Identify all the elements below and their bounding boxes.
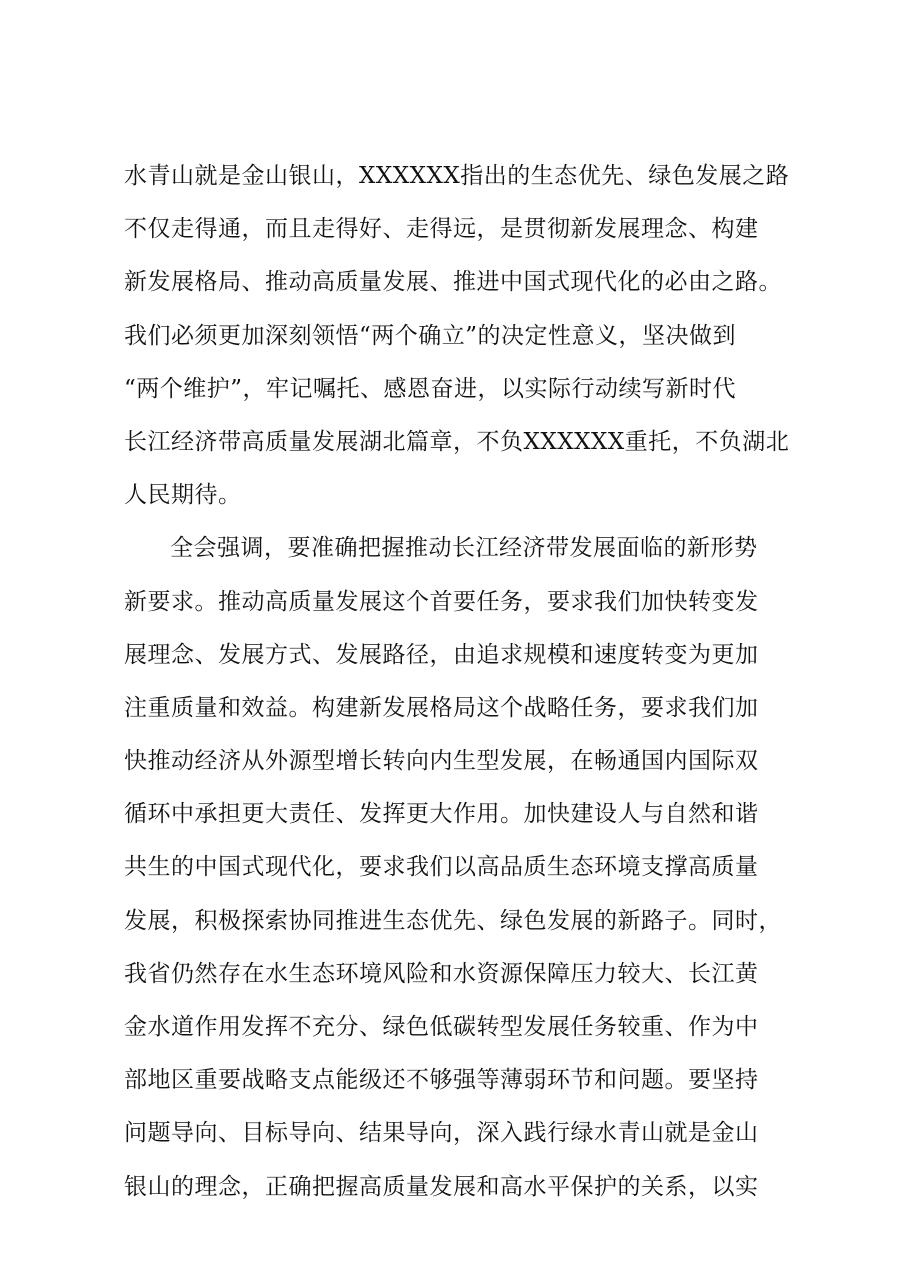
text-line-16: 我省仍然存在水生态环境风险和水资源保障压力较大、长江黄	[124, 960, 759, 987]
text-line-4: 我们必须更加深刻领悟“两个确立”的决定性意义，坚决做到	[124, 322, 737, 349]
text-line-6: 长江经济带高质量发展湖北篇章，不负XXXXXX重托，不负湖北	[124, 428, 790, 455]
text-line-8: 全会强调，要准确把握推动长江经济带发展面临的新形势	[170, 535, 758, 562]
text-line-9: 新要求。推动高质量发展这个首要任务，要求我们加快转变发	[124, 588, 759, 615]
text-line-3: 新发展格局、推动高质量发展、推进中国式现代化的必由之路。	[124, 269, 782, 296]
text-line-13: 循环中承担更大责任、发挥更大作用。加快建设人与自然和谐	[124, 801, 759, 828]
text-line-15: 发展，积极探索协同推进生态优先、绿色发展的新路子。同时，	[124, 907, 782, 934]
text-line-10: 展理念、发展方式、发展路径，由追求规模和速度转变为更加	[124, 641, 759, 668]
text-line-18: 部地区重要战略支点能级还不够强等薄弱环节和问题。要坚持	[124, 1067, 759, 1094]
text-line-11: 注重质量和效益。构建新发展格局这个战略任务，要求我们加	[124, 694, 759, 721]
text-line-20: 银山的理念，正确把握高质量发展和高水平保护的关系，以实	[124, 1173, 759, 1200]
text-line-12: 快推动经济从外源型增长转向内生型发展，在畅通国内国际双	[124, 748, 759, 775]
text-line-17: 金水道作用发挥不充分、绿色低碳转型发展任务较重、作为中	[124, 1014, 759, 1040]
text-line-19: 问题导向、目标导向、结果导向，深入践行绿水青山就是金山	[124, 1120, 759, 1147]
text-line-2: 不仅走得通，而且走得好、走得远，是贯彻新发展理念、构建	[124, 216, 759, 243]
text-line-7: 人民期待。	[124, 482, 242, 509]
text-line-1: 水青山就是金山银山，XXXXXX指出的生态优先、绿色发展之路	[124, 163, 790, 189]
document-body	[124, 150, 814, 1214]
text-line-14: 共生的中国式现代化，要求我们以高品质生态环境支撑高质量	[124, 854, 759, 881]
text-line-5: “两个维护”，牢记嘱托、感恩奋进，以实际行动续写新时代	[124, 375, 737, 402]
